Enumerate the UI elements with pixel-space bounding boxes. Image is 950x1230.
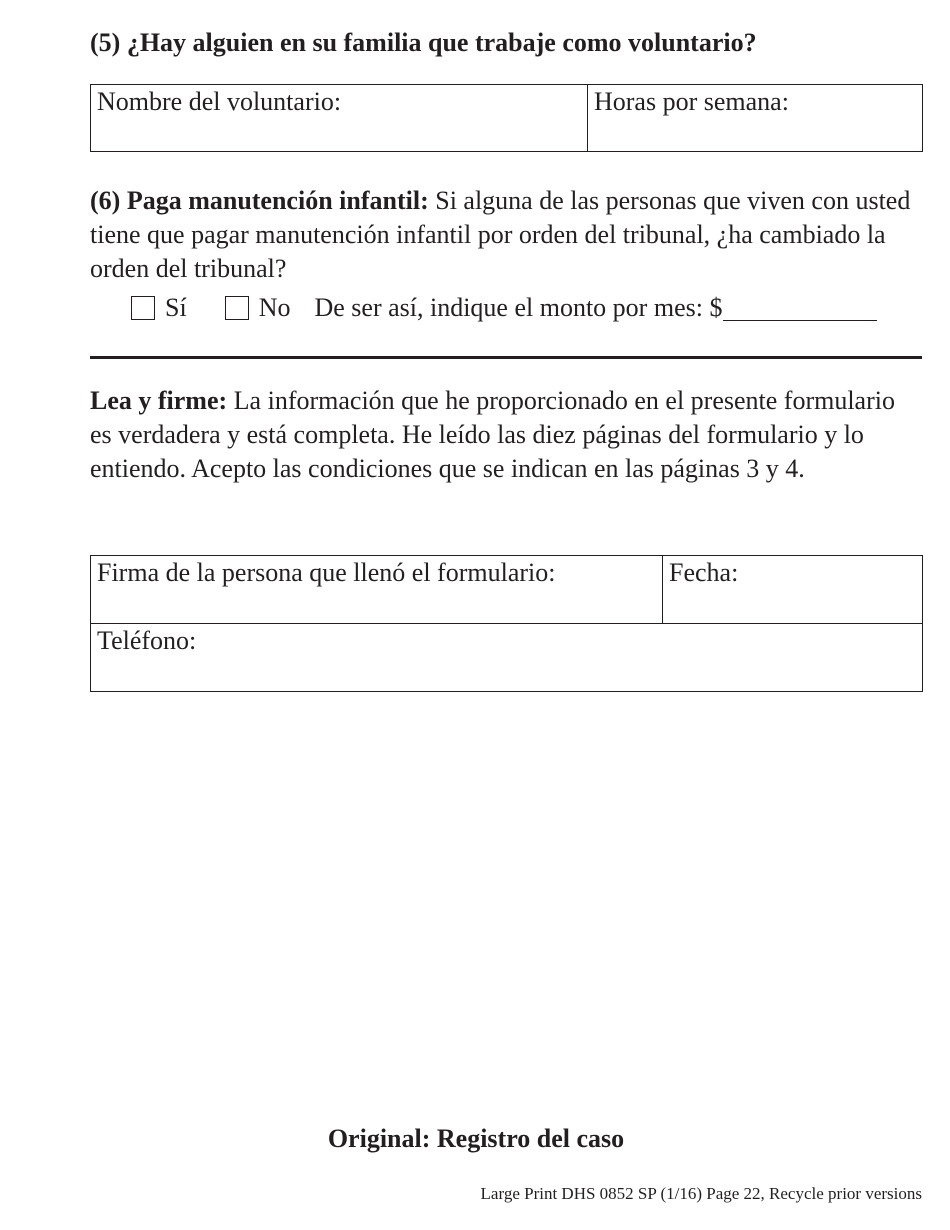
signature-field[interactable] bbox=[91, 556, 663, 624]
hours-per-week-label: Horas por semana: bbox=[594, 87, 789, 116]
section-6-body: Si alguna de las personas que viven con usted tiene que pagar manutención infantil por orden del tribunal, ¿ha cambiado la orden del tribunal? bbox=[90, 186, 911, 283]
read-and-sign-paragraph bbox=[90, 384, 922, 486]
footer-form-note: Large Print DHS 0852 SP (1/16) Page 22, Recycle prior versions bbox=[480, 1184, 922, 1203]
phone-label: Teléfono: bbox=[97, 626, 197, 655]
yes-checkbox[interactable] bbox=[131, 296, 155, 320]
section-6-title: (6) Paga manutención infantil: bbox=[90, 186, 429, 215]
section-5-heading: (5) ¿Hay alguien en su familia que trabaje como voluntario? bbox=[90, 28, 757, 57]
read-and-sign-body: La información que he proporcionado en el presente formulario es verdadera y está completa. He leído las diez páginas del formulario y lo entiendo. Acepto las condiciones que se indican en las páginas 3 y 4. bbox=[90, 386, 895, 483]
no-checkbox[interactable] bbox=[225, 296, 249, 320]
signature-label: Firma de la persona que llenó el formulario: bbox=[97, 558, 556, 587]
section-divider bbox=[90, 356, 922, 359]
section-6-paragraph bbox=[90, 184, 922, 286]
read-and-sign-title: Lea y firme: bbox=[90, 386, 228, 415]
footer-title: Original: Registro del caso bbox=[327, 1124, 625, 1153]
yes-label: Sí bbox=[165, 293, 187, 322]
date-field[interactable] bbox=[663, 556, 923, 624]
amount-prompt: De ser así, indique el monto por mes: $ bbox=[314, 293, 723, 322]
child-support-options bbox=[131, 292, 877, 324]
hours-per-week-field[interactable] bbox=[588, 85, 923, 152]
signature-table bbox=[90, 555, 923, 692]
volunteer-table bbox=[90, 84, 923, 152]
volunteer-name-label: Nombre del voluntario: bbox=[97, 87, 342, 116]
phone-field[interactable] bbox=[91, 624, 923, 692]
date-label: Fecha: bbox=[669, 558, 739, 587]
monthly-amount-field[interactable] bbox=[723, 296, 877, 321]
no-label: No bbox=[258, 293, 291, 322]
volunteer-name-field[interactable] bbox=[91, 85, 588, 152]
